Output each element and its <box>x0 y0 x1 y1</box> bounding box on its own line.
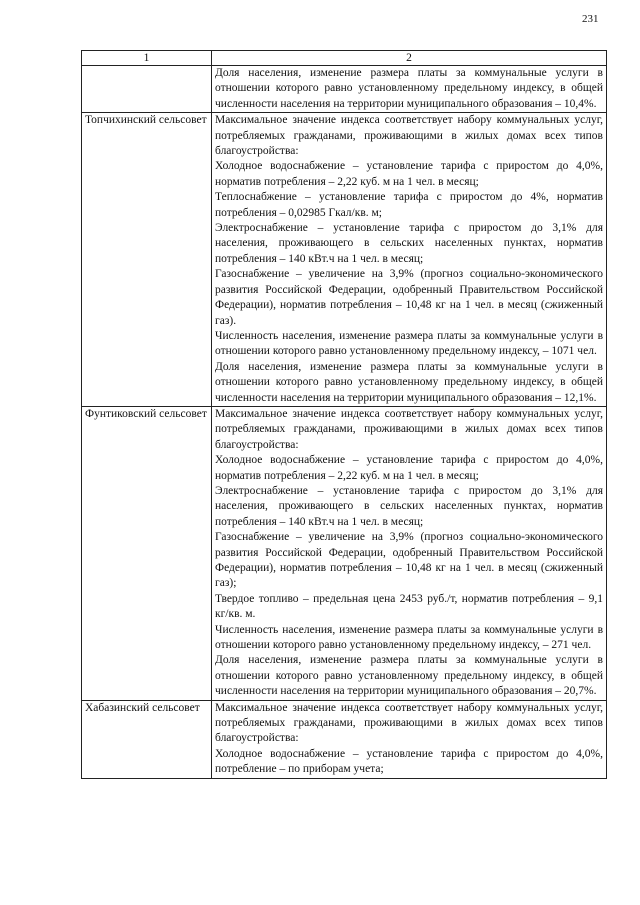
page-number: 231 <box>582 13 599 25</box>
description-cell <box>212 66 607 113</box>
municipality-name: Топчихинский сельсовет <box>85 114 207 127</box>
municipality-name: Хабазинский сельсовет <box>85 701 200 714</box>
municipality-cell <box>82 66 212 113</box>
description-paragraph: Электроснабжение – установление тарифа с приростом до 3,1% для населения, проживающего в сельских населенных пунктах, норматив потребления – 140 кВт.ч на 1 чел. в месяц; <box>215 222 603 265</box>
table-row <box>82 700 607 778</box>
description-paragraph: Холодное водоснабжение – установление тарифа с приростом до 4,0%, норматив потребления – 2,22 куб. м на 1 чел. в месяц; <box>215 454 603 482</box>
description-paragraph: Максимальное значение индекса соответствует набору коммунальных услуг, потребляемых гражданами, проживающими в жилых домах всех типов благоустройства: <box>215 701 603 745</box>
description-paragraph: Численность населения, изменение размера платы за коммунальные услуги в отношении которого равно установленному предельному индексу, – 271 чел. <box>215 623 603 652</box>
description-cell <box>212 113 607 407</box>
description-paragraph: Холодное водоснабжение – установление тарифа с приростом до 4,0%, потребление – по приборам учета; <box>215 747 603 776</box>
column-header-1: 1 <box>82 51 212 66</box>
municipality-name: Фунтиковский сельсовет <box>85 407 207 420</box>
municipality-cell <box>82 700 212 778</box>
description-paragraph: Газоснабжение – увеличение на 3,9% (прогноз социально-экономического развития Российской Федерации, одобренный Правительством Российской Федерации), норматив потребления – 10,48 кг на 1 чел. в месяц (сжиженный газ); <box>215 531 603 590</box>
description-cell <box>212 700 607 778</box>
description-paragraph: Доля населения, изменение размера платы за коммунальные услуги в отношении которого равно установленному предельному индексу, в общей численности населения на территории муниципального образования – 20,7%. <box>215 654 603 698</box>
description-paragraph: Теплоснабжение – установление тарифа с приростом до 4%, норматив потребления – 0,02985 Гкал/кв. м; <box>215 191 603 219</box>
description-paragraph: Холодное водоснабжение – установление тарифа с приростом до 4,0%, норматив потребления – 2,22 куб. м на 1 чел. в месяц; <box>215 160 603 188</box>
indices-table <box>81 50 607 779</box>
description-paragraph: Электроснабжение – установление тарифа с приростом до 3,1% для населения, проживающего в сельских населенных пунктах, норматив потребления – 140 кВт.ч на 1 чел. в месяц; <box>215 484 603 528</box>
municipality-cell <box>82 113 212 407</box>
table-row <box>82 113 607 407</box>
table-header-row <box>82 51 607 66</box>
description-paragraph: Доля населения, изменение размера платы за коммунальные услуги в отношении которого равно установленному предельному индексу, в общей численности населения на территории муниципального образования – 10,4%. <box>215 67 603 110</box>
column-header-2: 2 <box>212 51 607 66</box>
description-paragraph: Максимальное значение индекса соответствует набору коммунальных услуг, потребляемых гражданами, проживающими в жилых домах всех типов благоустройства: <box>215 114 603 158</box>
description-paragraph: Газоснабжение – увеличение на 3,9% (прогноз социально-экономического развития Российской Федерации, одобренный Правительством Российской Федерации), норматив потребления – 10,48 кг на 1 чел. в месяц (сжиженный газ). <box>215 268 603 327</box>
table-row <box>82 406 607 700</box>
description-cell <box>212 406 607 700</box>
table-row <box>82 66 607 113</box>
description-paragraph: Максимальное значение индекса соответствует набору коммунальных услуг, потребляемых гражданами, проживающими в жилых домах всех типов благоустройства: <box>215 407 603 451</box>
description-paragraph: Доля населения, изменение размера платы за коммунальные услуги в отношении которого равно установленному предельному индексу, в общей численности населения на территории муниципального образования – 12,1%. <box>215 360 603 404</box>
description-paragraph: Численность населения, изменение размера платы за коммунальные услуги в отношении которого равно установленному предельному индексу, – 1071 чел. <box>215 329 603 358</box>
description-paragraph: Твердое топливо – предельная цена 2453 руб./т, норматив потребления – 9,1 кг/кв. м. <box>215 592 603 621</box>
municipality-cell <box>82 406 212 700</box>
